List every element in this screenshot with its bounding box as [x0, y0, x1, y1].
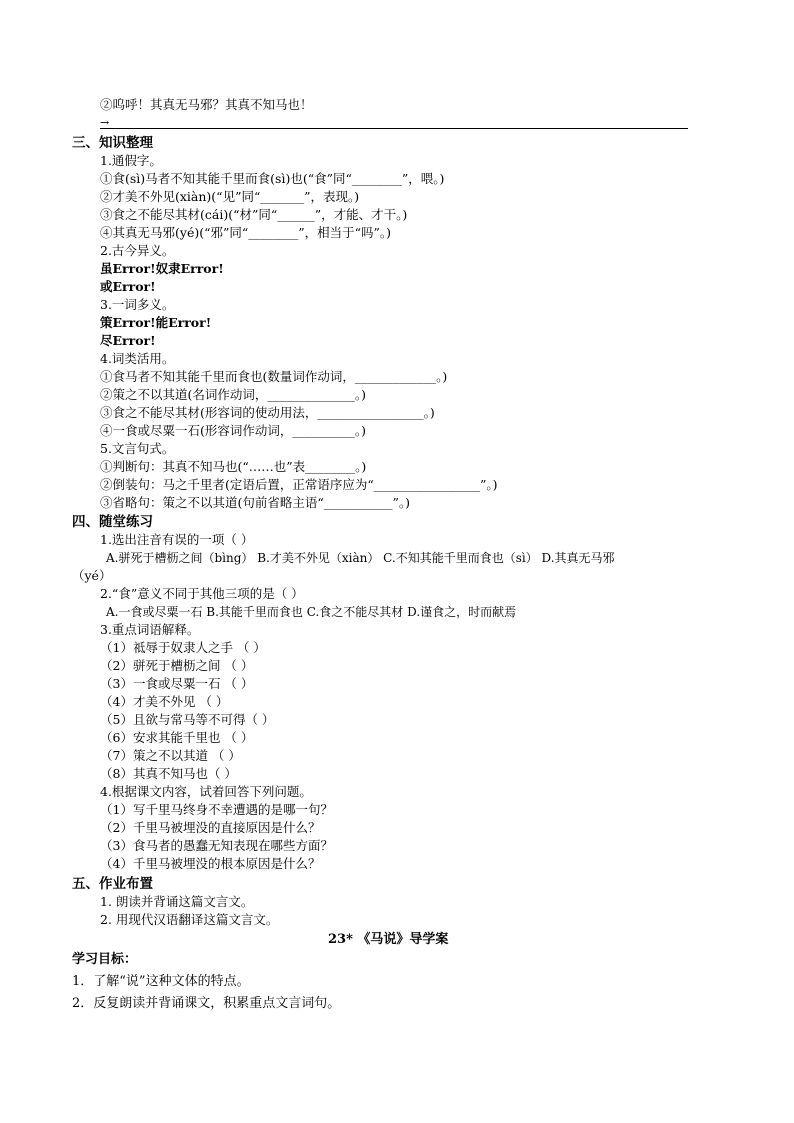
word-item: （5）且欲与常马等不可得（ ）: [100, 712, 275, 727]
practice-question-2: 2.“食”意义不同于其他三项的是（ ）: [100, 586, 304, 601]
word-item: （3）一食或尽粟一石 （ ）: [100, 676, 254, 691]
answer-arrow: →: [100, 116, 110, 129]
word-item: （2）骈死于槽枥之间 （ ）: [100, 658, 254, 673]
subheading-tongjia: 1.通假字。: [100, 153, 162, 168]
error-line: 或Error!: [100, 279, 156, 294]
word-item: （7）策之不以其道 （ ）: [100, 748, 241, 763]
homework-item: 1. 朗读并背诵这篇文言文。: [100, 894, 254, 909]
word-item: （6）安求其能千里也 （ ）: [100, 730, 254, 745]
question-line: ②呜呼！其真无马邪？其真不知马也！: [100, 97, 313, 112]
text-line: （3）食马者的愚蠢无知表现在哪些方面？: [100, 838, 333, 853]
section-heading-5: 五、作业布置: [72, 876, 153, 892]
homework-item: 2. 用现代汉语翻译这篇文言文。: [100, 912, 279, 927]
text-line: ①食(sì)马者不知其能千里而食(sì)也(“食”同“________”，喂。): [100, 171, 445, 186]
text-line: ①判断句：其真不知马也(“……也”表________。): [100, 459, 367, 474]
subheading-huoyong: 4.词类活用。: [100, 351, 175, 366]
subheading-jushi: 5.文言句式。: [100, 441, 175, 456]
text-line: ②倒装句：马之千里者(定语后置，正常语序应为“_________________”。): [100, 477, 498, 492]
practice-options-1-cont: （yé）: [72, 568, 112, 583]
text-line: （4）千里马被埋没的根本原因是什么？: [100, 856, 321, 871]
goal-item: 2．反复朗读并背诵课文，积累重点文言词句。: [72, 996, 341, 1011]
subheading-gujin: 2.古今异义。: [100, 243, 175, 258]
text-line: ④一食或尽粟一石(形容词作动词，__________。): [100, 423, 367, 438]
section-heading-3: 三、知识整理: [72, 135, 153, 151]
practice-question-4: 4.根据课文内容，试着回答下列问题。: [100, 784, 312, 799]
practice-options-2: A.一食或尽粟一石 B.其能千里而食也 C.食之不能尽其材 D.谨食之，时而献焉: [106, 605, 517, 619]
practice-options-1: A.骈死于槽枥之间（bìng） B.才美不外见（xiàn） C.不知其能千里而食也（sì） D.其真无马邪: [106, 551, 615, 565]
error-line: 策Error!能Error!: [100, 315, 212, 330]
practice-question-3: 3.重点词语解释。: [100, 622, 200, 637]
subheading-yici: 3.一词多义。: [100, 297, 175, 312]
section-heading-4: 四、随堂练习: [72, 514, 153, 530]
learning-goals-heading: 学习目标：: [72, 952, 138, 967]
text-line: ②才美不外见(xiàn)(“见”同“_______”，表现。): [100, 189, 360, 204]
text-line: ①食马者不知其能千里而食也(数量词作动词，_____________。): [100, 369, 448, 384]
text-line: ②策之不以其道(名词作动词，______________。): [100, 387, 367, 402]
text-line: （2）千里马被埋没的直接原因是什么？: [100, 820, 321, 835]
text-line: ④其真无马邪(yé)(“邪”同“________”，相当于“吗”。): [100, 225, 392, 240]
word-item: （4）才美不外见 （ ）: [100, 694, 229, 709]
practice-question-1: 1.选出注音有误的一项（ ）: [100, 532, 254, 547]
text-line: ③食之不能尽其材(形容词的使动用法，_________________。): [100, 405, 435, 420]
word-item: （1）祗辱于奴隶人之手 （ ）: [100, 640, 266, 655]
goal-item: 1．了解“说”这种文体的特点。: [72, 974, 250, 989]
error-line: 虽Error!奴隶Error!: [100, 261, 224, 276]
answer-rule: [100, 128, 688, 129]
lesson-title: 23* 《马说》导学案: [328, 932, 449, 947]
word-item: （8）其真不知马也（ ）: [100, 766, 237, 781]
error-line: 尽Error!: [100, 333, 156, 348]
text-line: ③食之不能尽其材(cái)(“材”同“______”，才能、才干。): [100, 207, 408, 222]
text-line: （1）写千里马终身不幸遭遇的是哪一句？: [100, 802, 333, 817]
text-line: ③省略句：策之不以其道(句前省略主语“___________”。): [100, 495, 411, 510]
